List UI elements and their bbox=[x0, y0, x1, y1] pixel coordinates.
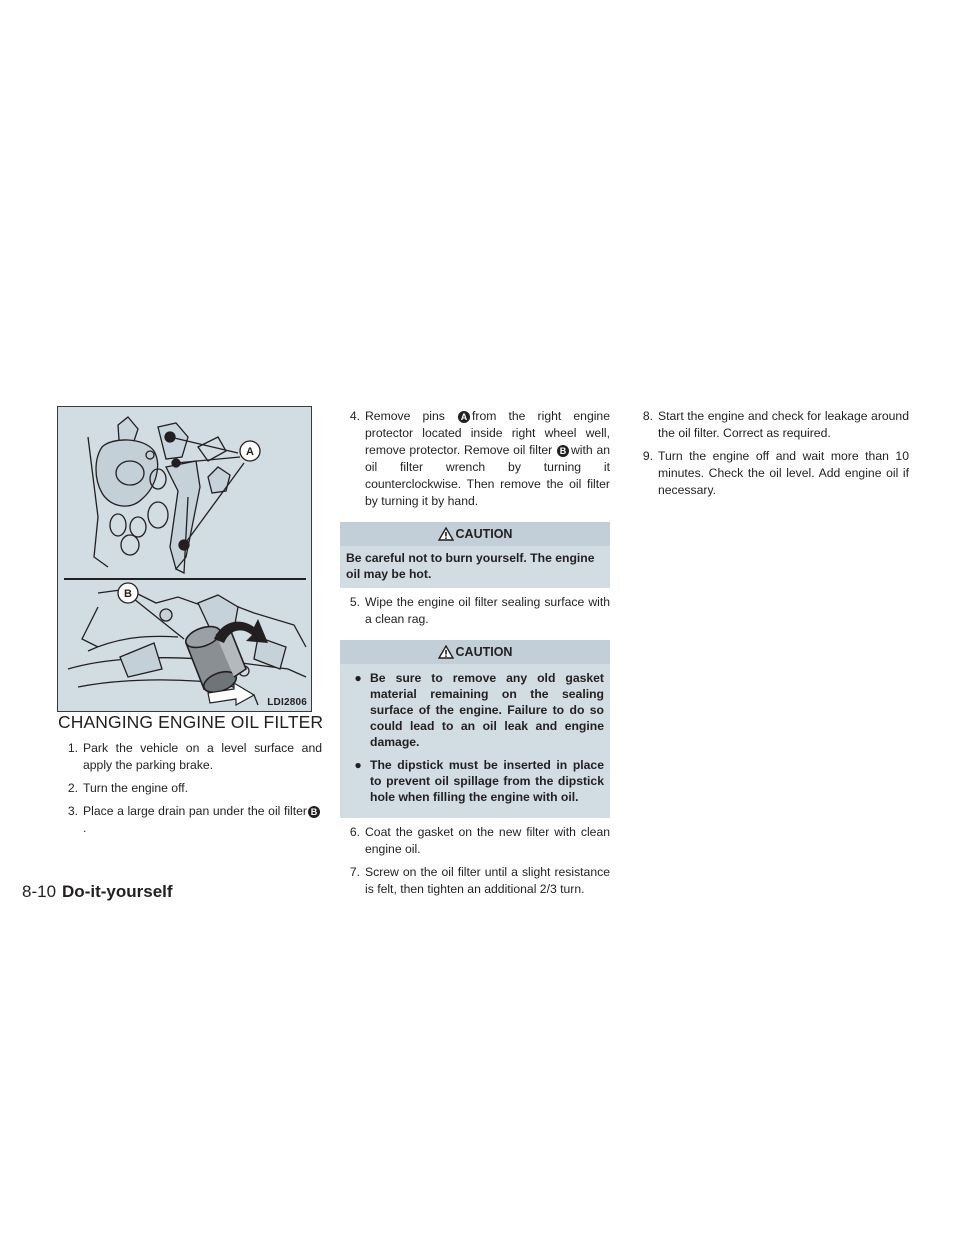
warning-triangle-icon bbox=[438, 645, 454, 659]
step-number: 6. bbox=[349, 825, 360, 839]
step-1 bbox=[58, 740, 322, 774]
column-1 bbox=[58, 740, 322, 843]
warning-triangle-icon bbox=[438, 527, 454, 541]
section-name: Do-it-yourself bbox=[62, 882, 173, 901]
step-text: Coat the gasket on the new filter with clean engine oil. bbox=[365, 825, 610, 856]
caution-list bbox=[346, 670, 604, 805]
callout-b-ref-icon: B bbox=[557, 445, 569, 457]
caution-item bbox=[346, 670, 604, 750]
caution-body bbox=[340, 664, 610, 818]
step-text-part: from the right engine protector located inside right wheel well, remove protector. Remove oil filter bbox=[365, 409, 610, 457]
caution-heading: CAUTION bbox=[455, 527, 513, 541]
column-2 bbox=[340, 408, 610, 904]
callout-a: A bbox=[246, 446, 254, 458]
page-footer bbox=[22, 882, 173, 902]
callout-b-ref-icon: B bbox=[308, 806, 320, 818]
step-3 bbox=[58, 803, 322, 837]
step-text: Wipe the engine oil filter sealing surface with a clean rag. bbox=[365, 595, 610, 626]
step-text bbox=[83, 803, 322, 837]
step-number: 8. bbox=[642, 409, 653, 423]
step-number: 3. bbox=[67, 804, 78, 818]
page-number: 8-10 bbox=[22, 882, 57, 901]
caution-item bbox=[346, 757, 604, 805]
step-7 bbox=[340, 864, 610, 898]
step-text: Screw on the oil filter until a slight resistance is felt, then tighten an additional 2/3 turn. bbox=[365, 865, 610, 896]
caution-box-1 bbox=[340, 522, 610, 588]
caution-text: Be careful not to burn yourself. The engine oil may be hot. bbox=[346, 551, 595, 581]
step-text: Start the engine and check for leakage around the oil filter. Correct as required. bbox=[658, 409, 909, 440]
step-text-part: . bbox=[83, 821, 87, 835]
step-text-part: with an oil filter wrench by turning it counterclockwise. Then remove the oil filter by turning it by hand. bbox=[365, 443, 610, 508]
caution-header bbox=[340, 640, 610, 664]
engine-oil-filter-illustration bbox=[57, 406, 312, 712]
caution-heading: CAUTION bbox=[455, 645, 513, 659]
caution-body bbox=[340, 546, 610, 588]
step-text-part: Place a large drain pan under the oil filter bbox=[83, 804, 307, 818]
bullet-icon: ● bbox=[354, 671, 362, 685]
callout-b: B bbox=[124, 588, 132, 600]
step-text-part: Remove pins bbox=[365, 409, 445, 423]
step-text: Turn the engine off and wait more than 10 minutes. Check the oil level. Add engine oil if necessary. bbox=[658, 449, 909, 497]
step-5 bbox=[340, 594, 610, 628]
step-2 bbox=[58, 780, 322, 797]
caution-item-text: The dipstick must be inserted in place to prevent oil spillage from the dipstick hole when filling the engine with oil. bbox=[370, 758, 604, 804]
step-number: 5. bbox=[349, 595, 360, 609]
caution-header bbox=[340, 522, 610, 546]
step-text bbox=[365, 408, 610, 510]
step-number: 4. bbox=[349, 409, 360, 423]
step-text: Park the vehicle on a level surface and apply the parking brake. bbox=[83, 741, 322, 772]
caution-item-text: Be sure to remove any old gasket material remaining on the sealing surface of the engine. Failure to do so could lead to an oil leak and engine damage. bbox=[370, 671, 604, 749]
step-number: 2. bbox=[67, 781, 78, 795]
step-6 bbox=[340, 824, 610, 858]
caution-box-2 bbox=[340, 640, 610, 818]
figure-code: LDI2806 bbox=[267, 697, 307, 708]
step-number: 7. bbox=[349, 865, 360, 879]
callout-a-ref-icon: A bbox=[458, 411, 470, 423]
step-number: 9. bbox=[642, 449, 653, 463]
step-8 bbox=[633, 408, 909, 442]
section-title: CHANGING ENGINE OIL FILTER bbox=[58, 712, 324, 732]
step-4 bbox=[340, 408, 610, 510]
step-text: Turn the engine off. bbox=[83, 781, 189, 795]
step-number: 1. bbox=[67, 741, 78, 755]
column-3 bbox=[633, 408, 909, 505]
bullet-icon: ● bbox=[354, 758, 362, 772]
engine-drawing bbox=[58, 407, 311, 711]
step-9 bbox=[633, 448, 909, 499]
